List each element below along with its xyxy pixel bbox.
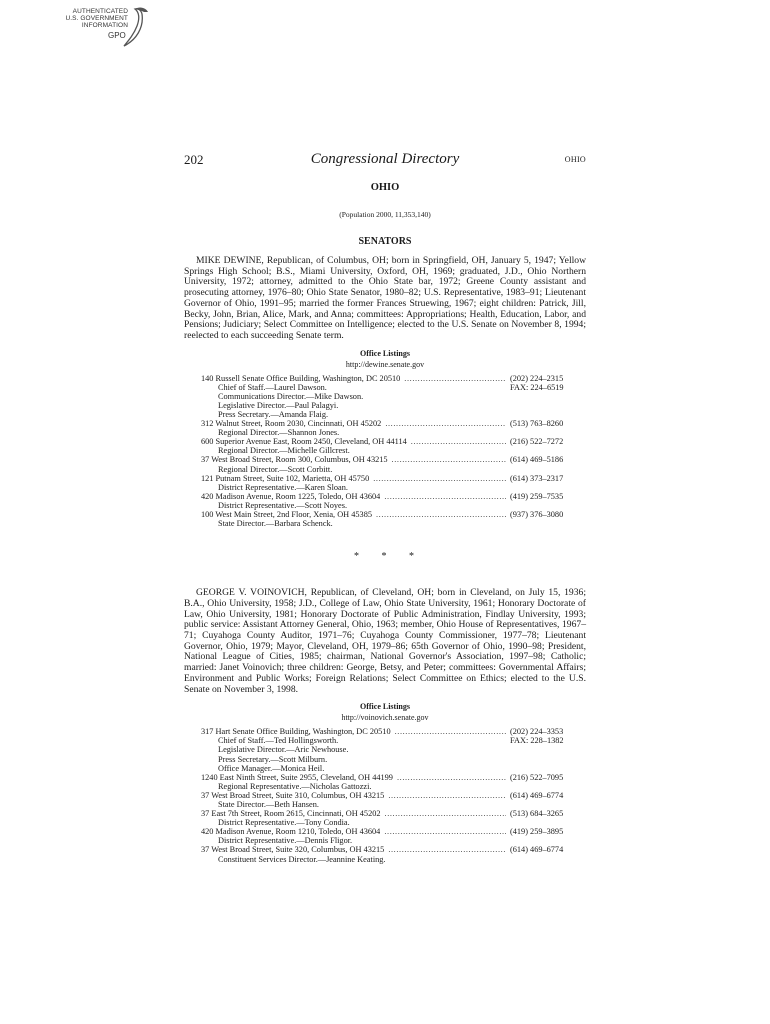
- office-address: 1240 East Ninth Street, Suite 2955, Cleveland, OH 44199: [201, 772, 393, 782]
- staff-row: [201, 836, 586, 845]
- leader-dots: [384, 492, 506, 501]
- office-row: [201, 474, 586, 483]
- section-separator: * * *: [354, 551, 424, 563]
- staff-member: Press Secretary.—Amanda Flaig.: [218, 410, 329, 419]
- office-phone: (513) 763–8260: [510, 419, 564, 429]
- office-row: [201, 510, 586, 519]
- office-address: 312 Walnut Street, Room 2030, Cincinnati, OH 45202: [201, 419, 382, 429]
- fax-spacer: [510, 855, 586, 864]
- staff-member: State Director.—Beth Hansen.: [218, 800, 319, 809]
- staff-member: District Representative.—Karen Sloan.: [218, 482, 348, 492]
- office-listing: [201, 492, 586, 510]
- leader-dots: [397, 773, 506, 782]
- office-listings-title: Office Listings: [360, 702, 410, 712]
- office-row: [201, 827, 586, 836]
- office-listing: [201, 510, 586, 528]
- leader-dots: [404, 374, 506, 383]
- office-row: [201, 845, 586, 854]
- office-listing: [201, 791, 586, 809]
- staff-row: [201, 745, 586, 754]
- office-phone: (937) 376–3080: [510, 510, 564, 520]
- office-phone: (513) 684–3265: [510, 809, 564, 819]
- fax-spacer: [510, 818, 586, 827]
- office-row: [201, 437, 586, 446]
- office-row: [201, 727, 586, 736]
- staff-row: [201, 428, 586, 437]
- stamp-line: INFORMATION: [81, 22, 128, 29]
- staff-member: Constituent Services Director.—Jeannine Keating.: [218, 854, 386, 864]
- staff-row: [201, 410, 586, 419]
- gpo-authentication-stamp: [58, 6, 152, 50]
- senator-website: http://dewine.senate.gov: [345, 359, 425, 369]
- staff-row: [201, 401, 586, 410]
- office-listing: [201, 374, 586, 419]
- staff-member: Legislative Director.—Paul Palagyi.: [218, 400, 339, 410]
- state-title: OHIO: [370, 182, 400, 193]
- staff-row: [201, 764, 586, 773]
- fax-spacer: [510, 755, 586, 764]
- eagle-icon: [120, 6, 152, 50]
- staff-member: Regional Director.—Michelle Gillcrest.: [218, 446, 350, 456]
- staff-member: Regional Director.—Shannon Jones.: [218, 428, 340, 438]
- leader-dots: [384, 827, 506, 836]
- office-phone: (202) 224–3353: [510, 727, 564, 737]
- staff-member: Legislative Director.—Aric Newhouse.: [218, 745, 349, 755]
- office-phone: (614) 469–6774: [510, 845, 564, 855]
- staff-member: Office Manager.—Monica Heil.: [218, 763, 325, 773]
- office-phone: (202) 224–2315: [510, 373, 564, 383]
- running-state: OHIO: [564, 155, 586, 164]
- staff-member: District Representative.—Scott Noyes.: [218, 500, 348, 510]
- staff-member: Chief of Staff.—Laurel Dawson.: [218, 382, 327, 392]
- senator-website: http://voinovich.senate.gov: [341, 713, 429, 723]
- office-listing: [201, 419, 586, 437]
- fax-spacer: [510, 800, 586, 809]
- staff-row: [201, 800, 586, 809]
- office-phone: (614) 469–5186: [510, 455, 564, 465]
- office-listing: [201, 773, 586, 791]
- office-row: [201, 791, 586, 800]
- leader-dots: [392, 455, 506, 464]
- fax-spacer: [510, 392, 586, 401]
- office-row: [201, 492, 586, 501]
- stamp-line: U.S. GOVERNMENT: [65, 15, 128, 22]
- office-listings: [201, 727, 586, 863]
- running-title: Congressional Directory: [310, 151, 460, 167]
- staff-row: [201, 383, 586, 392]
- office-phone: (419) 259–7535: [510, 491, 564, 501]
- office-address: 140 Russell Senate Office Building, Washington, DC 20510: [201, 373, 401, 383]
- fax-spacer: [510, 428, 586, 437]
- office-fax: FAX: 228–1382: [510, 736, 564, 746]
- staff-member: Communications Director.—Mike Dawson.: [218, 391, 364, 401]
- office-address: 37 West Broad Street, Room 300, Columbus, OH 43215: [201, 455, 388, 465]
- office-row: [201, 455, 586, 464]
- page-content: [184, 179, 586, 864]
- fax-spacer: [510, 410, 586, 419]
- leader-dots: [411, 437, 506, 446]
- office-row: [201, 773, 586, 782]
- office-phone: (614) 373–2317: [510, 473, 564, 483]
- leader-dots: [385, 419, 506, 428]
- staff-member: Chief of Staff.—Ted Hollingsworth.: [218, 736, 339, 746]
- office-listings-title: Office Listings: [360, 348, 410, 358]
- leader-dots: [376, 510, 506, 519]
- office-address: 100 West Main Street, 2nd Floor, Xenia, OH 45385: [201, 510, 372, 520]
- running-header: [184, 152, 586, 170]
- fax-spacer: [510, 401, 586, 410]
- office-phone: (216) 522–7272: [510, 437, 564, 447]
- staff-row: [201, 519, 586, 528]
- office-fax: FAX: 224–6519: [510, 382, 564, 392]
- leader-dots: [388, 845, 506, 854]
- office-phone: (614) 469–6774: [510, 790, 564, 800]
- staff-member: District Representative.—Tony Condia.: [218, 818, 350, 828]
- office-address: 600 Superior Avenue East, Room 2450, Cleveland, OH 44114: [201, 437, 407, 447]
- fax-spacer: [510, 782, 586, 791]
- leader-dots: [395, 727, 506, 736]
- office-address: 121 Putnam Street, Suite 102, Marietta, OH 45750: [201, 473, 370, 483]
- fax-spacer: [510, 745, 586, 754]
- fax-spacer: [510, 465, 586, 474]
- staff-member: District Representative.—Dennis Fligor.: [218, 836, 353, 846]
- population: (Population 2000, 11,353,140): [339, 210, 431, 219]
- fax-spacer: [510, 446, 586, 455]
- fax-spacer: [510, 483, 586, 492]
- office-listing: [201, 727, 586, 772]
- office-address: 420 Madison Avenue, Room 1225, Toledo, OH 43604: [201, 491, 381, 501]
- office-row: [201, 419, 586, 428]
- stamp-line: AUTHENTICATED: [72, 8, 128, 15]
- leader-dots: [385, 809, 506, 818]
- staff-row: [201, 392, 586, 401]
- office-address: 420 Madison Avenue, Room 1210, Toledo, OH 43604: [201, 827, 381, 837]
- office-listing: [201, 474, 586, 492]
- office-address: 37 East 7th Street, Room 2615, Cincinnati, OH 45202: [201, 809, 381, 819]
- office-listing: [201, 455, 586, 473]
- staff-member: Regional Representative.—Nicholas Gattozzi.: [218, 781, 372, 791]
- staff-row: [201, 782, 586, 791]
- staff-row: [201, 501, 586, 510]
- stamp-gpo: GPO: [108, 31, 126, 40]
- fax-spacer: [510, 764, 586, 773]
- staff-row: [201, 446, 586, 455]
- office-phone: (216) 522–7095: [510, 772, 564, 782]
- staff-row: [201, 755, 586, 764]
- senator-bio: MIKE DEWINE, Republican, of Columbus, OH; born in Springfield, OH, January 5, 1947; Yellow Springs High School; B.S., Miami University, Oxford, OH, 1969; graduated, J.D., Ohio Northern University, 1972; attorney, admitted to the Ohio State bar, 1972; Greene County assistant and prosecuting attorney, 1976–80; Ohio State Senator, 1980–82; U.S. Representative, 1983–91; Lieutenant Governor of Ohio, 1991–95; married the former Frances Struewing, 1967; eight children: Patrick, Jill, Becky, John, Brian, Alice, Mark, and Anna; committees: Appropriations; Health, Education, Labor, and Pensions; Judiciary; Select Committee on Intelligence; elected to the U.S. Senate on November 8, 1994; reelected to each succeeding Senate term.: [184, 255, 586, 341]
- office-listing: [201, 827, 586, 845]
- office-listings: [201, 374, 586, 529]
- staff-row: [201, 483, 586, 492]
- page-number: 202: [184, 152, 204, 167]
- staff-row: [201, 855, 586, 864]
- staff-row: [201, 818, 586, 827]
- staff-row: [201, 736, 586, 745]
- office-address: 37 West Broad Street, Suite 320, Columbus, OH 43215: [201, 845, 385, 855]
- office-phone: (419) 259–3895: [510, 827, 564, 837]
- office-row: [201, 809, 586, 818]
- staff-member: Press Secretary.—Scott Milburn.: [218, 754, 328, 764]
- staff-row: [201, 465, 586, 474]
- staff-member: Regional Director.—Scott Corbitt.: [218, 464, 333, 474]
- office-address: 37 West Broad Street, Suite 310, Columbus, OH 43215: [201, 790, 385, 800]
- leader-dots: [373, 474, 506, 483]
- section-title: SENATORS: [358, 236, 412, 247]
- leader-dots: [388, 791, 506, 800]
- staff-member: State Director.—Barbara Schenck.: [218, 519, 333, 529]
- senator-bio: GEORGE V. VOINOVICH, Republican, of Cleveland, OH; born in Cleveland, on July 15, 1936; B.A., Ohio University, 1958; J.D., College of Law, Ohio State University, 1961; Honorary Doctorate of Law, Ohio University, 1981; Honorary Doctorate of Public Administration, Findlay University, 1993; public service: Assistant Attorney General, Ohio, 1963; member, Ohio House of Representatives, 1967–71; Cuyahoga County Auditor, 1971–76; Cuyahoga County Commissioner, 1977–78; Lieutenant Governor, Ohio, 1979; Mayor, Cleveland, OH, 1979–86; 65th Governor of Ohio, 1990–98; President, National League of Cities, 1985; chairman, National Governor's Association, 1997–98; Catholic; married: Janet Voinovich; three children: George, Betsy, and Peter; committees: Governmental Affairs; Environment and Public Works; Foreign Relations; Select Committee on Ethics; elected to the U.S. Senate on November 3, 1998.: [184, 587, 586, 695]
- office-listing: [201, 845, 586, 863]
- office-row: [201, 374, 586, 383]
- fax-spacer: [510, 836, 586, 845]
- fax-spacer: [510, 519, 586, 528]
- office-listing: [201, 437, 586, 455]
- office-address: 317 Hart Senate Office Building, Washington, DC 20510: [201, 727, 391, 737]
- office-listing: [201, 809, 586, 827]
- fax-spacer: [510, 501, 586, 510]
